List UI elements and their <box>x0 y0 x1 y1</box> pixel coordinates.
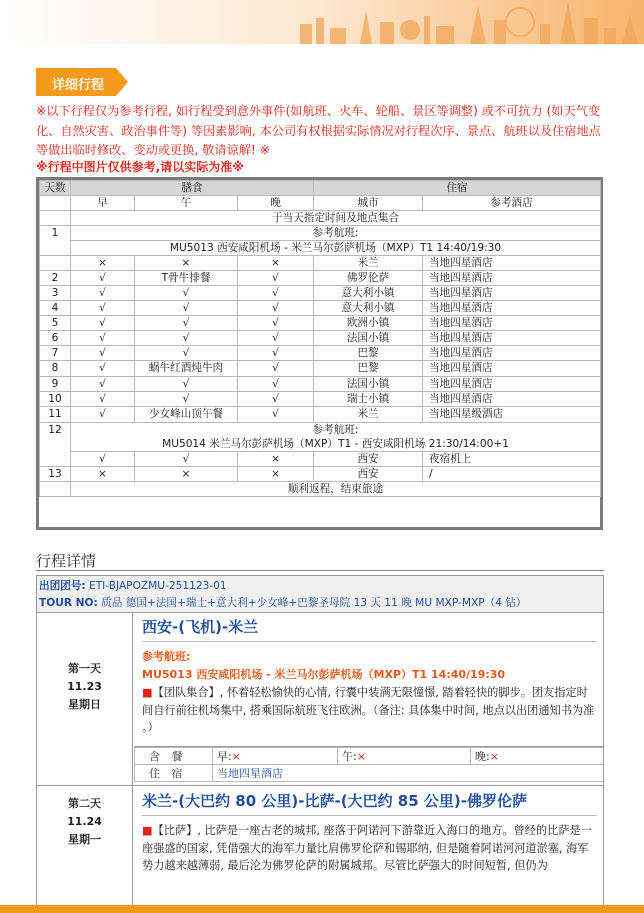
breakfast-label: 早: <box>217 750 232 763</box>
cell-city: 米兰 <box>314 407 423 423</box>
cell-no: 10 <box>40 392 71 407</box>
day2-title: 米兰-(大巴约 80 公里)-比萨-(大巴约 85 公里)-佛罗伦萨 <box>142 792 527 810</box>
cell-no: 6 <box>40 331 71 346</box>
table-row <box>40 331 601 346</box>
stay-val: 当地四星酒店 <box>213 765 604 782</box>
table-row <box>40 407 601 423</box>
cell-city: 巴黎 <box>314 346 423 361</box>
cell-city: 米兰 <box>314 256 423 271</box>
cell-b: √ <box>71 377 135 392</box>
group-label: 出团团号: <box>39 580 86 592</box>
cell-no: 7 <box>40 346 71 361</box>
cell-city: 佛罗伦萨 <box>314 271 423 286</box>
cell-b: √ <box>71 346 135 361</box>
cell-hotel: 当地四星酒店 <box>423 271 601 286</box>
day2-label: 第二天 <box>68 797 101 810</box>
cell-city: 法国小镇 <box>314 377 423 392</box>
cell-city: 巴黎 <box>314 361 423 377</box>
cell-hotel: 当地四星酒店 <box>423 301 601 316</box>
cell-l: × <box>135 467 238 482</box>
cell-no: 4 <box>40 301 71 316</box>
cell-l: √ <box>135 316 238 331</box>
flight-label-1: 参考航班: <box>71 226 601 241</box>
table-row <box>40 392 601 407</box>
day1-text: 【团队集合】, 怀着轻松愉快的心情, 行囊中装满无限憧憬, 踏着轻快的脚步。团友指定时间自行前往机场集中, 搭乘国际航班飞往欧洲。（备注: 具体集中时间, 地点以出团通知书为准 。） <box>142 686 595 734</box>
cell-d: × <box>238 452 314 467</box>
cell-b: √ <box>71 271 135 286</box>
table-row <box>40 452 601 467</box>
day1-date: 11.23 <box>67 680 102 693</box>
cell-b: × <box>71 467 135 482</box>
day1-flight: MU5013 西安咸阳机场 - 米兰马尔彭萨机场（MXP）T1 14:40/19:30 <box>142 668 506 681</box>
cell-city: 欧洲小镇 <box>314 316 423 331</box>
cell-b: √ <box>71 301 135 316</box>
table-row <box>40 271 601 286</box>
cell-d: √ <box>238 392 314 407</box>
tour-label: TOUR NO: <box>39 597 98 609</box>
day1-block <box>134 616 603 737</box>
day-12-no: 12 <box>40 423 71 467</box>
cell-hotel: 当地四星酒店 <box>423 286 601 301</box>
cell-city: 瑞士小镇 <box>314 392 423 407</box>
day2-text: 【比萨】, 比萨是一座古老的城邦, 座落于阿诺河下游靠近入海口的地方。曾经的比萨是一座强盛的国家, 凭借强大的海军力量比肩佛罗伦萨和锡耶纳, 但是随着阿诺河河道淤塞, 海军势力越来越薄弱, 最后沦为佛罗伦萨的附属城邦。尽管比萨强大的时间短暂, 但仍为 <box>142 824 592 872</box>
cell-b: √ <box>71 361 135 377</box>
cell-b: √ <box>71 286 135 301</box>
day1-cell <box>37 613 133 785</box>
h-day: 天数 <box>40 181 71 196</box>
cell-hotel: 当地四星酒店 <box>423 316 601 331</box>
itinerary-detail-title: 行程详情 <box>36 552 97 570</box>
cell-l: √ <box>135 392 238 407</box>
day2-date: 11.24 <box>67 815 102 828</box>
cell-no: 3 <box>40 286 71 301</box>
table-row <box>40 346 601 361</box>
table-row <box>40 361 601 377</box>
cell-city: 西安 <box>314 467 423 482</box>
tour-header <box>37 576 603 613</box>
cell-l: √ <box>135 301 238 316</box>
cell-b: √ <box>71 392 135 407</box>
cell-d: √ <box>238 361 314 377</box>
lunch-label: 午: <box>342 750 357 763</box>
flight-info-2: MU5014 米兰马尔彭萨机场（MXP）T1 - 西安咸阳机场 21:30/14:00+1 <box>71 437 601 452</box>
cell-l: √ <box>135 331 238 346</box>
cell-d: × <box>238 256 314 271</box>
cell-hotel: / <box>423 467 601 482</box>
meal-label: 含 餐 <box>135 748 213 765</box>
day2-weekday: 星期一 <box>68 833 101 846</box>
detail-panel <box>36 575 604 913</box>
cell-l: 少女峰山顶午餐 <box>135 407 238 423</box>
cell-city: 意大利小镇 <box>314 301 423 316</box>
dinner-val: × <box>489 750 499 763</box>
cell-d: √ <box>238 301 314 316</box>
h-meal: 膳食 <box>71 181 314 196</box>
cell-l: √ <box>135 377 238 392</box>
day1-flight-label: 参考航班: <box>142 650 191 663</box>
cell-hotel: 当地四星酒店 <box>423 377 601 392</box>
section-tag-label: 详细行程 <box>52 78 105 93</box>
group-no: ETI-BJAPOZMU-251123-01 <box>89 580 227 592</box>
flight-label-2: 参考航班: <box>71 423 601 438</box>
cell-b: √ <box>71 331 135 346</box>
h-hotel: 住宿 <box>314 181 601 196</box>
bullet-icon: ■ <box>142 824 153 837</box>
lunch-val: × <box>356 750 366 763</box>
cell-hotel: 当地四星酒店 <box>423 361 601 377</box>
cell-d: × <box>238 467 314 482</box>
h-city: 城市 <box>314 196 423 211</box>
h-lunch: 午 <box>135 196 238 211</box>
image-notice: ※行程中图片仅供参考,请以实际为准※ <box>36 160 244 174</box>
h-breakfast: 早 <box>71 196 135 211</box>
cell-b: √ <box>71 316 135 331</box>
cell-l: 蜗牛红酒炖牛肉 <box>135 361 238 377</box>
day2-cell <box>37 786 133 913</box>
cell-d: √ <box>238 271 314 286</box>
table-row <box>40 316 601 331</box>
cell-day: 13 <box>40 467 71 482</box>
cell-d: √ <box>238 407 314 423</box>
cell-d: √ <box>238 286 314 301</box>
bullet-icon: ■ <box>142 686 153 699</box>
day2-block <box>134 790 603 875</box>
tour-desc: 质品 德国+法国+瑞士+意大利+少女峰+巴黎圣母院 13 天 11 晚 MU MXP-MXP（4 钻） <box>101 597 527 609</box>
footer-bar <box>0 905 644 913</box>
cell-no: 11 <box>40 407 71 423</box>
cell-no: 2 <box>40 271 71 286</box>
divider <box>36 570 604 571</box>
h-dinner: 晚 <box>238 196 314 211</box>
end-text: 顺利返程，结束旅途 <box>71 482 601 497</box>
cell-b: × <box>71 256 135 271</box>
cell-hotel: 夜宿机上 <box>423 452 601 467</box>
cell-hotel: 当地四星酒店 <box>423 256 601 271</box>
cell-l: √ <box>135 346 238 361</box>
cell-b: √ <box>71 452 135 467</box>
table-row <box>40 256 601 271</box>
cell-no: 9 <box>40 377 71 392</box>
day1-title: 西安-(飞机)-米兰 <box>142 618 259 636</box>
cell-l: × <box>135 256 238 271</box>
cell-d: √ <box>238 331 314 346</box>
table-row <box>40 301 601 316</box>
cell-l: √ <box>135 286 238 301</box>
table-row <box>40 377 601 392</box>
cell-no: 8 <box>40 361 71 377</box>
h-ref-hotel: 参考酒店 <box>423 196 601 211</box>
stay-label: 住 宿 <box>135 765 213 782</box>
cell-city: 意大利小镇 <box>314 286 423 301</box>
cell-hotel: 当地四星酒店 <box>423 331 601 346</box>
cell-l: √ <box>135 452 238 467</box>
day-1-no: 1 <box>40 226 71 256</box>
table-row <box>40 286 601 301</box>
cell-city: 法国小镇 <box>314 331 423 346</box>
breakfast-val: × <box>231 750 241 763</box>
day1-meals <box>134 746 603 782</box>
flight-info-1: MU5013 西安咸阳机场 - 米兰马尔彭萨机场（MXP）T1 14:40/19:30 <box>71 241 601 256</box>
cell-hotel: 当地四星酒店 <box>423 392 601 407</box>
dinner-label: 晚: <box>475 750 490 763</box>
cell-l: T骨牛排餐 <box>135 271 238 286</box>
day1-label: 第一天 <box>68 662 101 675</box>
schedule-table <box>36 177 603 530</box>
disclaimer-notice: ※以下行程仅为参考行程, 如行程受到意外事件(如航班、火车、轮船、景区等调整) 或不可抗力 (如天气变化、自然灾害、政治事件等) 等因素影响, 本公司有权根据实际情况对行程次序、景点、航班以及住宿地点等做出临时修改、变动或更换, 敬请谅解! ※ <box>36 104 601 157</box>
table-row <box>40 467 601 482</box>
cell-city: 西安 <box>314 452 423 467</box>
cell-d: √ <box>238 346 314 361</box>
cell-b: √ <box>71 407 135 423</box>
cell-no: 5 <box>40 316 71 331</box>
cell-d: √ <box>238 316 314 331</box>
cell-hotel: 当地四星级酒店 <box>423 407 601 423</box>
day1-weekday: 星期日 <box>68 698 101 711</box>
assemble-text: 于当天指定时间及地点集合 <box>71 211 601 226</box>
cell-d: √ <box>238 377 314 392</box>
header-banner <box>0 0 644 44</box>
cell-hotel: 当地四星酒店 <box>423 346 601 361</box>
